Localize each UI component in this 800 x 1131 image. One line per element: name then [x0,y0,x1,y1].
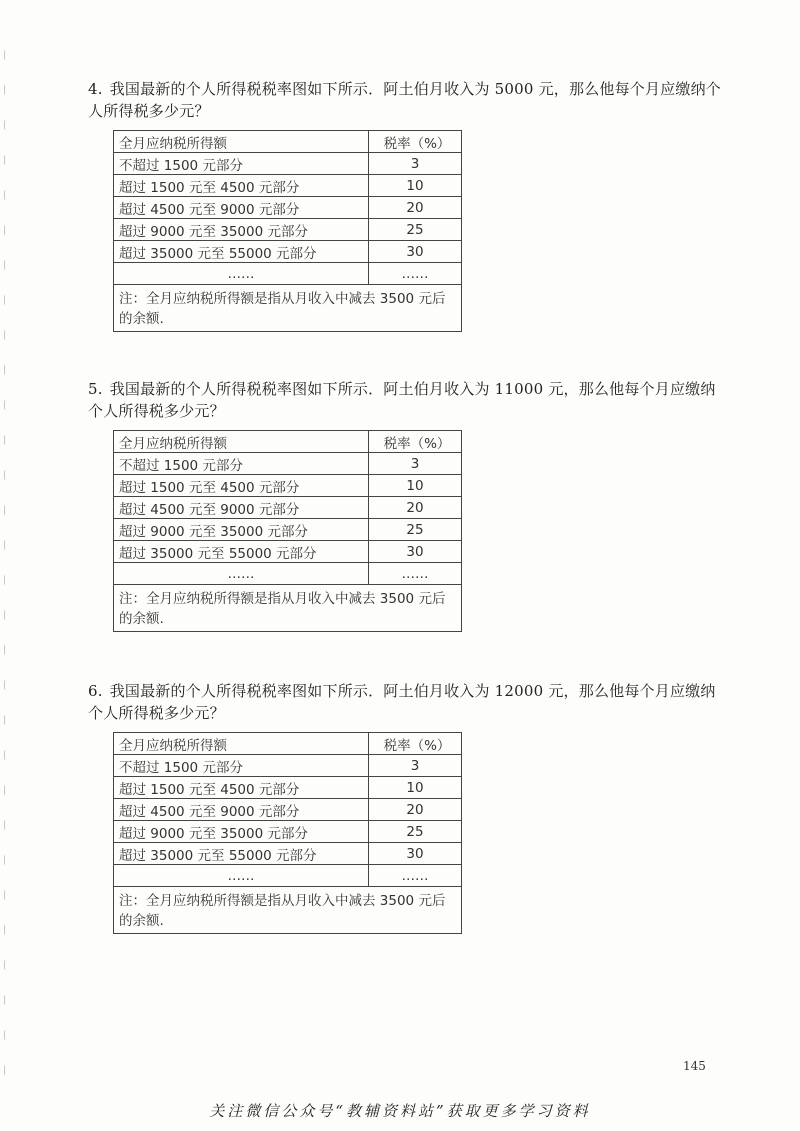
bracket-cell: 超过 1500 元至 4500 元部分 [114,175,369,197]
bracket-cell: 超过 4500 元至 9000 元部分 [114,197,369,219]
bracket-cell: 不超过 1500 元部分 [114,453,369,475]
tax-rate-table [113,430,462,632]
rate-cell: 20 [369,197,462,219]
bracket-cell: 超过 35000 元至 55000 元部分 [114,241,369,263]
rate-cell: 25 [369,519,462,541]
bracket-cell: 超过 9000 元至 35000 元部分 [114,821,369,843]
bracket-cell: 超过 1500 元至 4500 元部分 [114,475,369,497]
rate-cell: 30 [369,541,462,563]
table-row [114,799,462,821]
rate-cell: 10 [369,175,462,197]
table-row [114,821,462,843]
bracket-cell: 超过 4500 元至 9000 元部分 [114,497,369,519]
header-rate: 税率（%） [369,733,462,755]
table-row [114,453,462,475]
rate-cell: …… [369,563,462,585]
bracket-cell: 超过 35000 元至 55000 元部分 [114,541,369,563]
table-header-row [114,733,462,755]
problem-number: 4. [88,80,103,98]
header-rate: 税率（%） [369,131,462,153]
rate-cell: 30 [369,843,462,865]
bracket-cell: 不超过 1500 元部分 [114,755,369,777]
problem-text: 我国最新的个人所得税税率图如下所示．阿土伯月收入为 5000 元，那么他每个月应缴纳个人所得税多少元？ [88,80,722,120]
table-row [114,563,462,585]
bracket-cell: 超过 9000 元至 35000 元部分 [114,519,369,541]
bracket-cell: …… [114,563,369,585]
rate-cell: 10 [369,475,462,497]
table-row [114,519,462,541]
header-rate: 税率（%） [369,431,462,453]
table-row [114,755,462,777]
table-row [114,153,462,175]
tax-rate-table [113,130,462,332]
bracket-cell: 超过 1500 元至 4500 元部分 [114,777,369,799]
problem-number: 6. [88,682,103,700]
problem-5 [86,378,726,632]
problem-text: 我国最新的个人所得税税率图如下所示．阿土伯月收入为 12000 元，那么他每个月应缴纳个人所得税多少元？ [88,682,716,722]
tax-rate-table [113,732,462,934]
bracket-cell: 超过 9000 元至 35000 元部分 [114,219,369,241]
bracket-cell: 超过 4500 元至 9000 元部分 [114,799,369,821]
table-note: 注：全月应纳税所得额是指从月收入中减去 3500 元后的余额. [114,285,462,332]
rate-cell: 3 [369,453,462,475]
table-row [114,541,462,563]
page-number: 145 [683,1059,706,1073]
table-row [114,865,462,887]
header-bracket: 全月应纳税所得额 [114,431,369,453]
rate-cell: 20 [369,497,462,519]
problem-question [86,680,726,724]
table-row [114,777,462,799]
table-header-row [114,131,462,153]
table-row [114,197,462,219]
table-row [114,241,462,263]
problem-question [86,78,726,122]
binding-edge-marks [4,40,14,1100]
problem-question [86,378,726,422]
table-row [114,219,462,241]
table-row [114,175,462,197]
rate-cell: …… [369,865,462,887]
rate-cell: 10 [369,777,462,799]
bracket-cell: 超过 35000 元至 55000 元部分 [114,843,369,865]
footer-promo-text: 关注微信公众号“教辅资料站”获取更多学习资料 [209,1102,591,1120]
rate-cell: 30 [369,241,462,263]
bracket-cell: …… [114,865,369,887]
table-note: 注：全月应纳税所得额是指从月收入中减去 3500 元后的余额. [114,585,462,632]
problem-6 [86,680,726,934]
bracket-cell: 不超过 1500 元部分 [114,153,369,175]
table-row [114,497,462,519]
problem-text: 我国最新的个人所得税税率图如下所示．阿土伯月收入为 11000 元，那么他每个月应缴纳个人所得税多少元？ [88,380,716,420]
rate-cell: 3 [369,755,462,777]
bracket-cell: …… [114,263,369,285]
header-bracket: 全月应纳税所得额 [114,131,369,153]
rate-cell: 20 [369,799,462,821]
table-header-row [114,431,462,453]
table-note-row [114,887,462,934]
problem-number: 5. [88,380,103,398]
table-row [114,263,462,285]
rate-cell: 25 [369,821,462,843]
rate-cell: 25 [369,219,462,241]
table-row [114,475,462,497]
header-bracket: 全月应纳税所得额 [114,733,369,755]
rate-cell: 3 [369,153,462,175]
table-note-row [114,585,462,632]
table-row [114,843,462,865]
problem-4 [86,78,726,332]
rate-cell: …… [369,263,462,285]
table-note: 注：全月应纳税所得额是指从月收入中减去 3500 元后的余额. [114,887,462,934]
table-note-row [114,285,462,332]
